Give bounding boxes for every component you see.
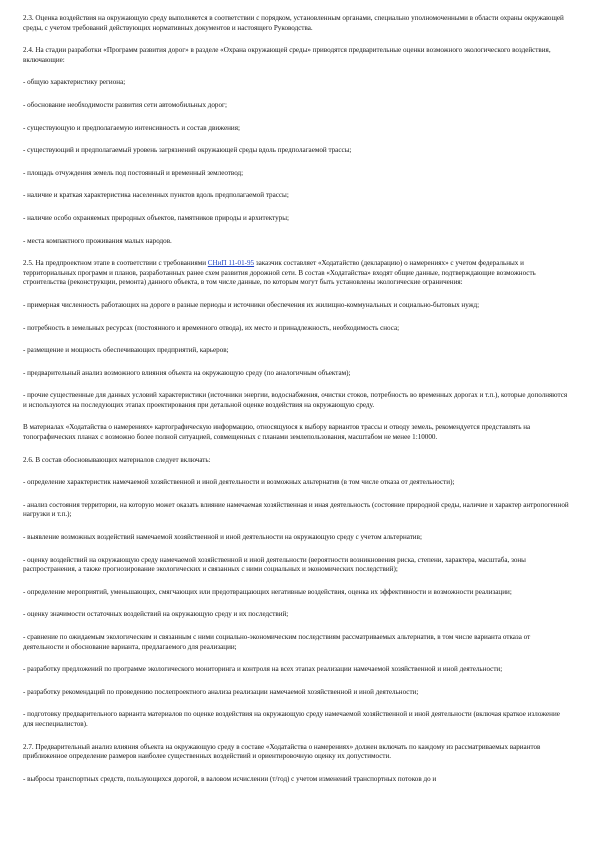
- list-item: - оценку значимости остаточных воздействий на окружающую среду и их последствий;: [23, 610, 289, 619]
- paragraph-2-4: 2.4. На стадии разработки «Программ развития дорог» в разделе «Охрана окружающей среды» приводятся предварительные оценки возможного экологического воздействия, включающие:: [23, 46, 551, 64]
- list-item: - подготовку предварительного варианта материалов по оценке воздействия на окружающую среду намечаемой хозяйственной и иной деятельности (включая краткое изложение для неспециалистов).: [23, 710, 560, 728]
- list-item: - существующий и предполагаемый уровень загрязнений окружающей среды вдоль предполагаемой трассы;: [23, 146, 352, 155]
- snip-link[interactable]: СНиП 11-01-95: [207, 259, 255, 268]
- paragraph-materials: В материалах «Ходатайства о намерениях» картографическую информацию, относящуюся к выбору вариантов трассы и отводу земель, рекомендуется представлять на топографических планах с возможно более полной ситуацией, совмещенных с планами землепользования, масштабом не менее 1:10000.: [23, 423, 531, 442]
- paragraph-2-3: 2.3. Оценка воздействия на окружающую среду выполняется в соответствии с порядком, установленным органами, специально уполномоченными в области охраны окружающей среды, с учетом требований действующих нормативных документов и настоящего Руководства.: [23, 14, 564, 32]
- list-item: - оценку воздействий на окружающую среду намечаемой хозяйственной и иной деятельности (вероятности возникновения риска, степени, характера, масштаба, зоны распространения, а также прогнозирование экологических и связанных с ними социальных и экономических последствий);: [23, 555, 526, 574]
- list-item: - размещение и мощность обеспечивающих предприятий, карьеров;: [23, 346, 229, 355]
- paragraph-2-5: [23, 259, 571, 288]
- list-item: - общую характеристику региона;: [23, 78, 126, 87]
- list-item: - разработку рекомендаций по проведению послепроектного анализа реализации намечаемой хозяйственной и иной деятельности;: [23, 687, 419, 696]
- list-item: - площадь отчуждения земель под постоянный и временный землеотвод;: [23, 168, 244, 177]
- list-item: - предварительный анализ возможного влияния объекта на окружающую среду (по аналогичным объектам);: [23, 368, 351, 377]
- paragraph-text: заказчик составляет «Ходатайство (декларацию) о намерениях» с учетом федеральных и территориальных программ и планов, разработанных ранее схем развития дорожной сети. В состав «Ходатайства» входят общие данные, подтверждающие возможность строительства (реконструкции, ремонта) данного объекта, в том числе данные, по которым могут быть установлены экологические ограничения:: [23, 259, 536, 287]
- list-item: - разработку предложений по программе экологического мониторинга и контроля на всех этапах реализации намечаемой хозяйственной и иной деятельности;: [23, 665, 503, 674]
- list-item: - места компактного проживания малых народов.: [23, 236, 172, 245]
- list-item: - наличие и краткая характеристика населенных пунктов вдоль предполагаемой трассы;: [23, 191, 289, 200]
- list-item: - определение характеристик намечаемой хозяйственной и иной деятельности и возможных альтернатив (в том числе отказа от деятельности);: [23, 478, 455, 487]
- paragraph-2-6: 2.6. В состав обосновывающих материалов следует включать:: [23, 455, 211, 464]
- list-item: - обоснование необходимости развития сети автомобильных дорог;: [23, 100, 227, 109]
- list-item: - выбросы транспортных средств, пользующихся дорогой, в валовом исчислении (т/год) с учетом изменений транспортных потоков до и: [23, 774, 437, 783]
- list-item: - выявление возможных воздействий намечаемой хозяйственной и иной деятельности на окружающую среду с учетом альтернатив;: [23, 533, 422, 542]
- list-item: - определение мероприятий, уменьшающих, смягчающих или предотвращающих негативные воздействия, оценка их эффективности и возможности реализации;: [23, 587, 512, 596]
- paragraph-text: 2.5. На предпроектном этапе в соответствии с требованиями: [23, 259, 208, 268]
- list-item: - анализ состояния территории, на которую может оказать влияние намечаемая хозяйственная и иная деятельность (состояние природной среды, наличие и характер антропогенной нагрузки и т.п.);: [23, 500, 569, 519]
- list-item: - сравнение по ожидаемым экологическим и связанным с ними социально-экономическим последствиям рассматриваемых альтернатив, в том числе варианта отказа от деятельности и обоснование варианта, предлагаемого для реализации;: [23, 633, 531, 651]
- list-item: - существующую и предполагаемую интенсивность и состав движения;: [23, 123, 240, 132]
- paragraph-2-7: 2.7. Предварительный анализ влияния объекта на окружающую среду в составе «Ходатайства о намерениях» должен включать по каждому из рассматриваемых вариантов приближенное определение размеров наиболее существенных воздействий и ориентировочную оценку их допустимости.: [23, 742, 541, 761]
- list-item: - потребность в земельных ресурсах (постоянного и временного отвода), их место и принадлежность, необходимость сноса;: [23, 323, 400, 332]
- list-item: - примерная численность работающих на дороге в разные периоды и источники обеспечения их жилищно-коммунальных и социально-бытовых нужд;: [23, 300, 480, 309]
- list-item: - наличие особо охраняемых природных объектов, памятников природы и архитектуры;: [23, 213, 289, 222]
- list-item: - прочие существенные для данных условий характеристики (источники энергии, водоснабжения, очистки стоков, потребность во временных дорогах и т.п.), которые дополняются и используются на последующих этапах проектирования при детальной оценке воздействия на окружающую среду.: [23, 391, 568, 409]
